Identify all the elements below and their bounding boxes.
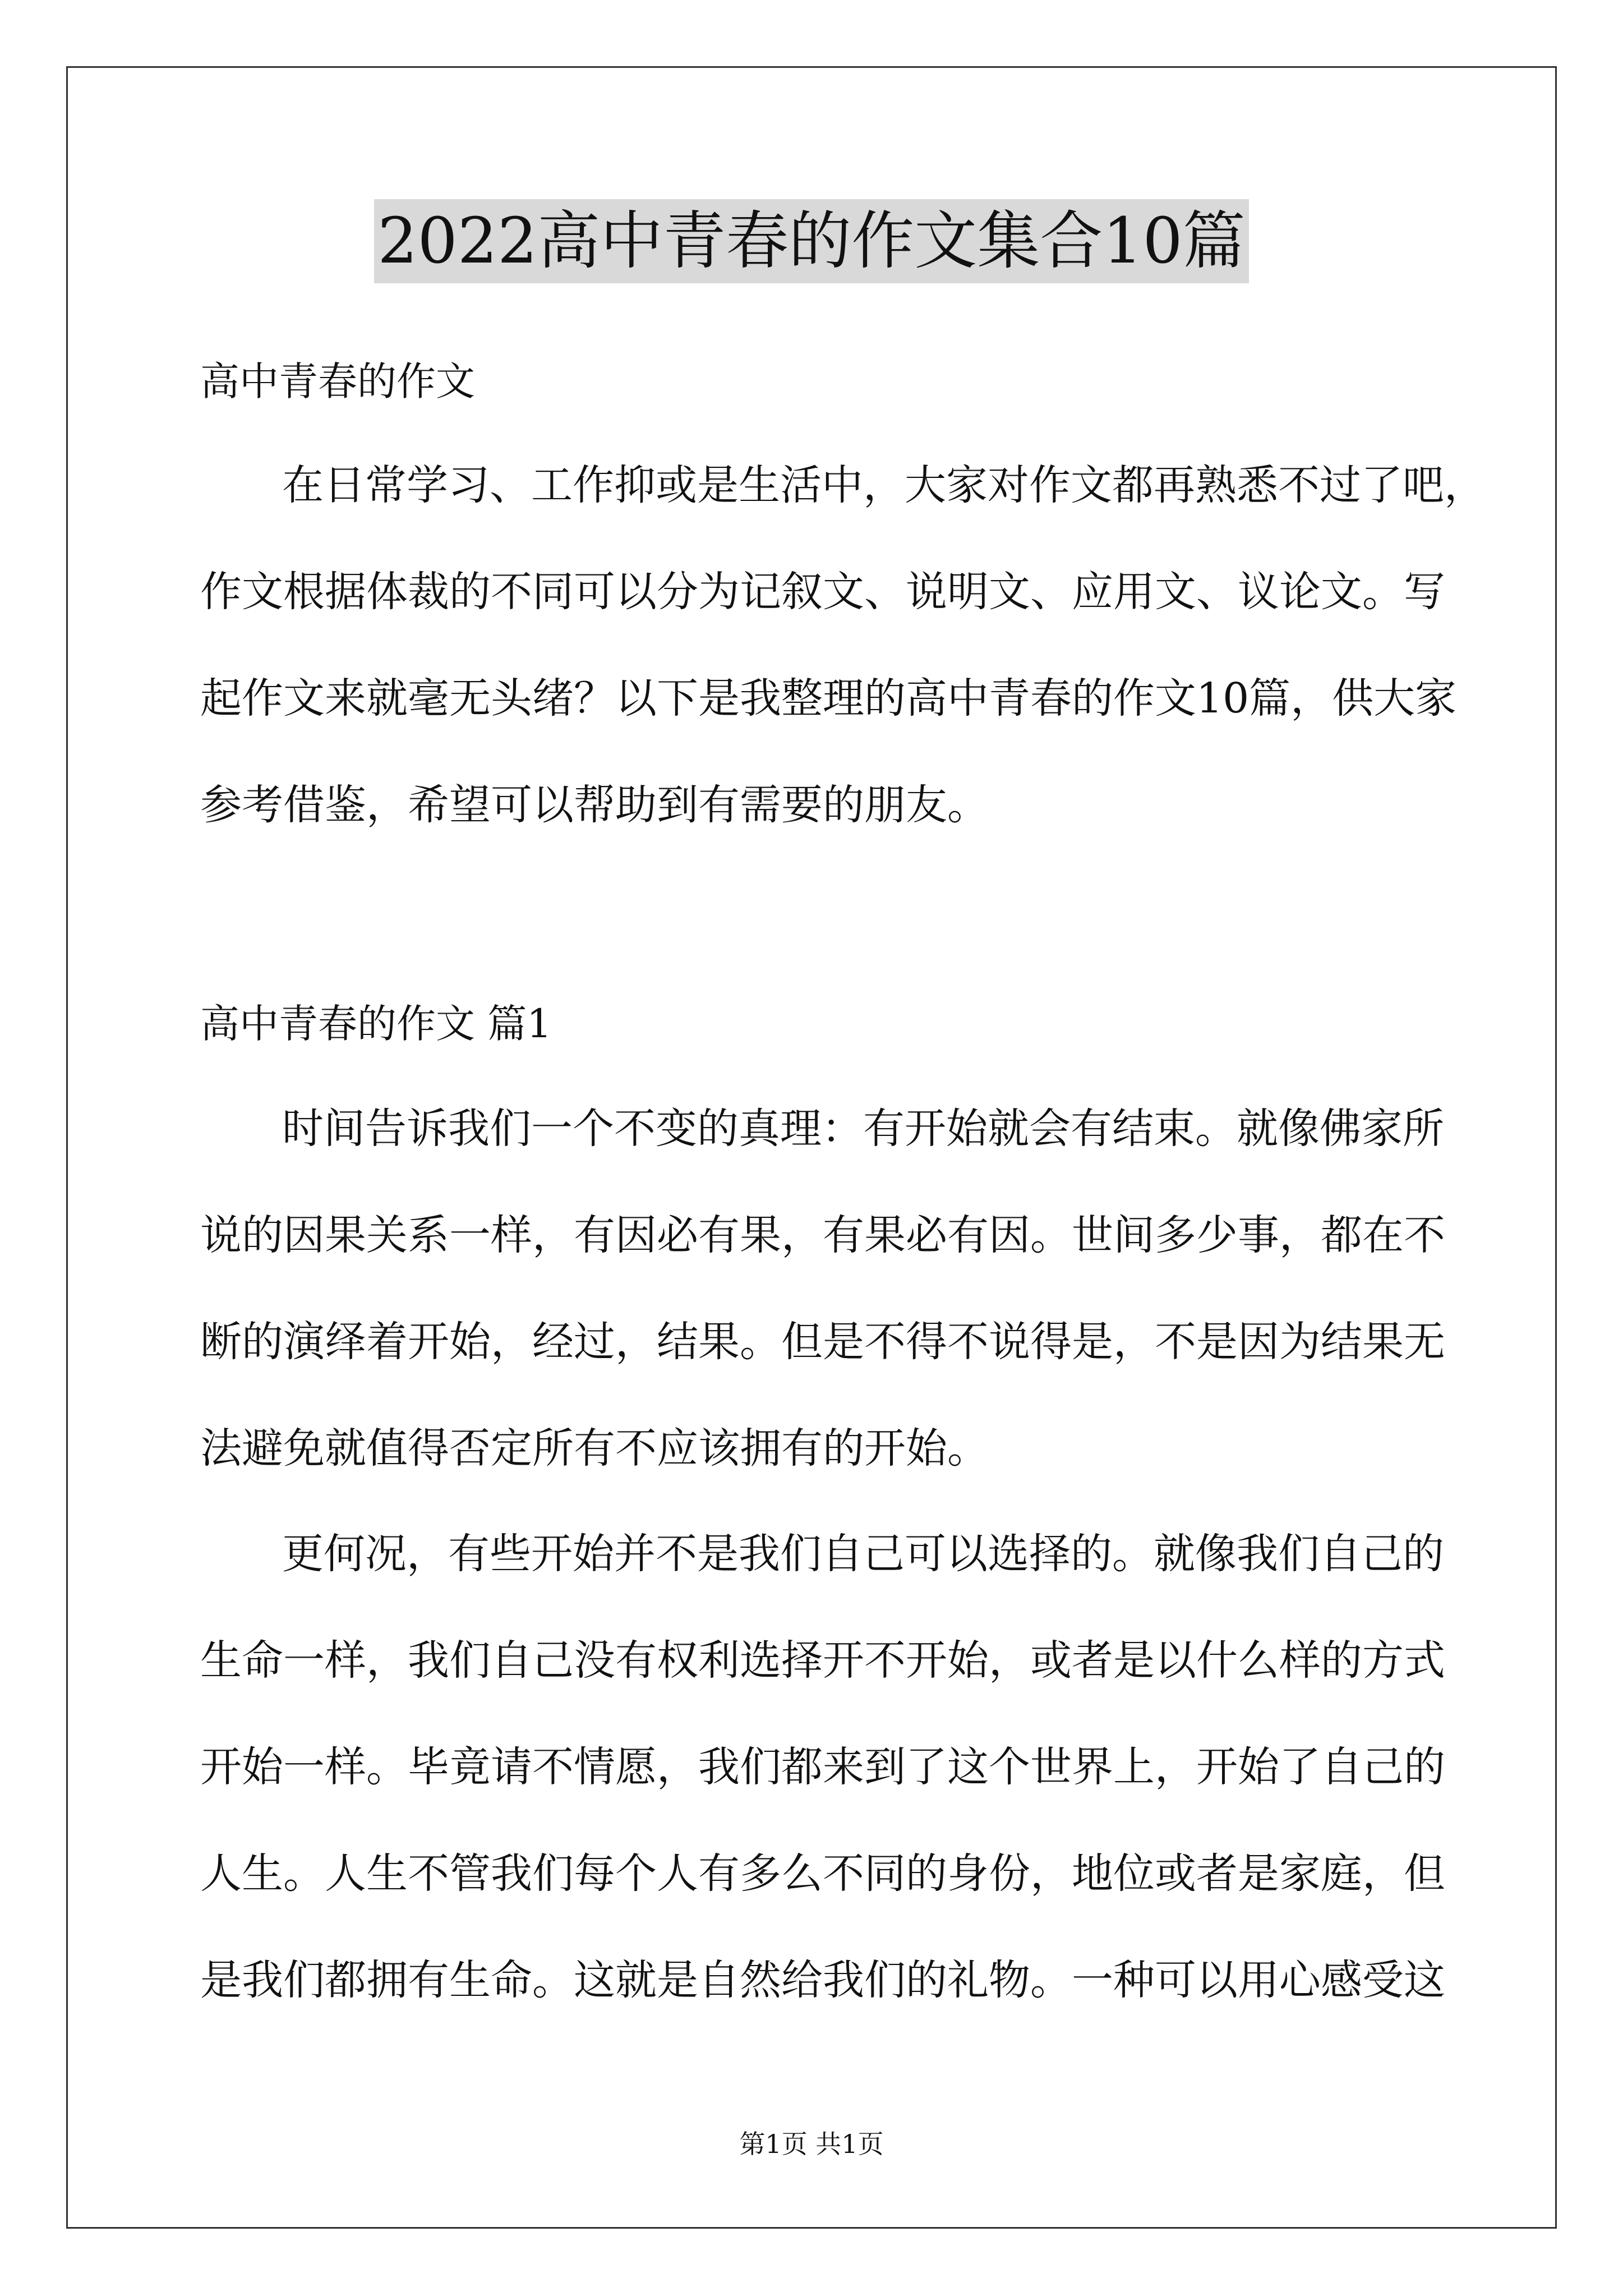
section-heading: 高中青春的作文 篇1	[200, 1001, 552, 1047]
intro-heading: 高中青春的作文	[200, 358, 475, 404]
paragraph2-line-1: 更何况，有些开始并不是我们自己可以选择的。就像我们自己的	[282, 1530, 1444, 1578]
intro-line-3: 起作文来就毫无头绪？以下是我整理的高中青春的作文10篇，供大家	[200, 674, 1457, 723]
intro-line-2: 作文根据体裁的不同可以分为记叙文、说明文、应用文、议论文。写	[200, 568, 1445, 616]
page-footer: 第1页 共1页	[739, 2129, 884, 2159]
document-title: 2022高中青春的作文集合10篇	[374, 199, 1249, 283]
intro-line-4: 参考借鉴，希望可以帮助到有需要的朋友。	[200, 781, 989, 829]
title-container	[0, 199, 1623, 283]
paragraph2-line-2: 生命一样，我们自己没有权利选择开不开始，或者是以什么样的方式	[200, 1636, 1445, 1685]
paragraph1-line-2: 说的因果关系一样，有因必有果，有果必有因。世间多少事，都在不	[200, 1211, 1445, 1259]
paragraph2-line-4: 人生。人生不管我们每个人有多么不同的身份，地位或者是家庭，但	[200, 1849, 1445, 1898]
paragraph2-line-3: 开始一样。毕竟请不情愿，我们都来到了这个世界上，开始了自己的	[200, 1743, 1445, 1791]
paragraph1-line-3: 断的演绎着开始，经过，结果。但是不得不说得是，不是因为结果无	[200, 1318, 1445, 1366]
paragraph1-line-1: 时间告诉我们一个不变的真理：有开始就会有结束。就像佛家所	[282, 1105, 1444, 1153]
paragraph1-line-4: 法避免就值得否定所有不应该拥有的开始。	[200, 1424, 989, 1473]
intro-line-1: 在日常学习、工作抑或是生活中，大家对作文都再熟悉不过了吧，	[282, 461, 1486, 509]
paragraph2-line-5: 是我们都拥有生命。这就是自然给我们的礼物。一种可以用心感受这	[200, 1956, 1445, 2004]
